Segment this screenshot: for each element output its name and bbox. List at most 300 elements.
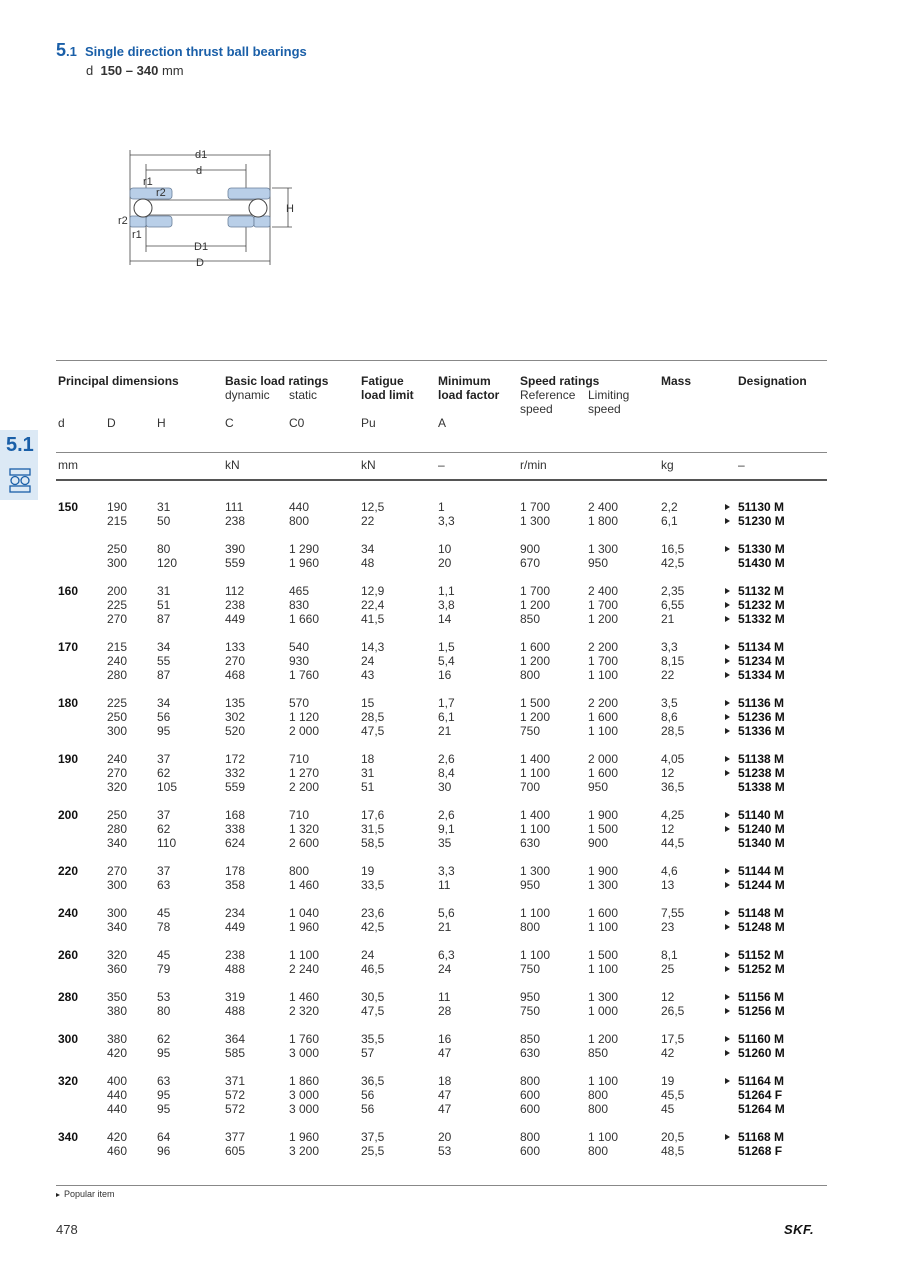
cell-h: 51 xyxy=(157,598,171,612)
cell-c: 449 xyxy=(225,612,246,626)
cell-ref: 1 300 xyxy=(520,864,551,878)
cell-a: 6,3 xyxy=(438,948,455,962)
hdr-mass: Mass xyxy=(661,374,692,388)
bore-diameter: 160 xyxy=(58,584,79,598)
cell-lim: 1 100 xyxy=(588,1130,619,1144)
cell-c: 364 xyxy=(225,1032,246,1046)
hdr-basic-load-ratings: Basic load ratings xyxy=(225,374,329,388)
popular-item-icon xyxy=(725,714,730,720)
cell-d: 200 xyxy=(107,584,128,598)
cell-h: 63 xyxy=(157,878,171,892)
unit-kg: kg xyxy=(661,458,674,472)
cell-h: 95 xyxy=(157,1046,171,1060)
popular-item-icon xyxy=(725,812,730,818)
cell-c: 449 xyxy=(225,920,246,934)
cell-c0: 1 960 xyxy=(289,1130,320,1144)
designation: 51260 M xyxy=(738,1046,785,1060)
cell-pu: 37,5 xyxy=(361,1130,385,1144)
bore-diameter: 280 xyxy=(58,990,79,1004)
cell-lim: 1 600 xyxy=(588,766,619,780)
cell-c0: 710 xyxy=(289,808,310,822)
bore-diameter: 180 xyxy=(58,696,79,710)
cell-h: 31 xyxy=(157,584,171,598)
cell-a: 3,3 xyxy=(438,514,455,528)
cell-mass: 26,5 xyxy=(661,1004,685,1018)
cell-lim: 1 100 xyxy=(588,724,619,738)
cell-mass: 8,6 xyxy=(661,710,678,724)
popular-item-icon xyxy=(725,518,730,524)
cell-d: 420 xyxy=(107,1130,128,1144)
cell-c: 270 xyxy=(225,654,246,668)
cell-d: 300 xyxy=(107,878,128,892)
cell-pu: 47,5 xyxy=(361,1004,385,1018)
cell-mass: 25 xyxy=(661,962,675,976)
bore-diameter: 320 xyxy=(58,1074,79,1088)
cell-ref: 630 xyxy=(520,1046,541,1060)
cell-c: 605 xyxy=(225,1144,246,1158)
page-title: Single direction thrust ball bearings xyxy=(85,44,307,59)
cell-a: 30 xyxy=(438,780,452,794)
size-range: d 150 – 340 mm xyxy=(86,63,184,78)
popular-item-icon xyxy=(725,700,730,706)
cell-pu: 23,6 xyxy=(361,906,385,920)
hdr-designation: Designation xyxy=(738,374,807,388)
cell-a: 53 xyxy=(438,1144,452,1158)
cell-d: 340 xyxy=(107,920,128,934)
cell-lim: 850 xyxy=(588,1046,609,1060)
cell-a: 21 xyxy=(438,724,452,738)
cell-a: 5,4 xyxy=(438,654,455,668)
cell-c0: 1 960 xyxy=(289,920,320,934)
cell-c: 133 xyxy=(225,640,246,654)
popular-item-icon xyxy=(725,672,730,678)
unit-rmin: r/min xyxy=(520,458,547,472)
cell-ref: 1 200 xyxy=(520,598,551,612)
cell-d: 400 xyxy=(107,1074,128,1088)
cell-h: 95 xyxy=(157,1088,171,1102)
cell-pu: 30,5 xyxy=(361,990,385,1004)
cell-c: 468 xyxy=(225,668,246,682)
chapter-side-tab xyxy=(0,430,38,500)
designation: 51156 M xyxy=(738,990,785,1004)
cell-ref: 800 xyxy=(520,920,541,934)
cell-pu: 47,5 xyxy=(361,724,385,738)
cell-ref: 1 100 xyxy=(520,906,551,920)
cell-a: 21 xyxy=(438,920,452,934)
cell-ref: 800 xyxy=(520,1130,541,1144)
popular-item-icon xyxy=(725,1036,730,1042)
cell-c: 302 xyxy=(225,710,246,724)
cell-pu: 17,6 xyxy=(361,808,385,822)
cell-lim: 1 900 xyxy=(588,864,619,878)
cell-d: 300 xyxy=(107,906,128,920)
cell-lim: 1 200 xyxy=(588,612,619,626)
cell-mass: 36,5 xyxy=(661,780,685,794)
cell-c: 112 xyxy=(225,584,245,598)
cell-h: 37 xyxy=(157,808,171,822)
cell-pu: 31 xyxy=(361,766,375,780)
popular-item-icon xyxy=(725,1078,730,1084)
cell-a: 6,1 xyxy=(438,710,455,724)
cell-ref: 800 xyxy=(520,1074,541,1088)
cell-d: 280 xyxy=(107,668,128,682)
cell-pu: 41,5 xyxy=(361,612,385,626)
sym-H: H xyxy=(157,416,166,430)
cell-lim: 2 400 xyxy=(588,584,619,598)
cell-c0: 1 100 xyxy=(289,948,320,962)
cell-lim: 1 500 xyxy=(588,948,619,962)
cell-c0: 710 xyxy=(289,752,310,766)
cell-ref: 850 xyxy=(520,1032,541,1046)
designation: 51232 M xyxy=(738,598,785,612)
cell-c0: 2 240 xyxy=(289,962,320,976)
cell-c0: 3 000 xyxy=(289,1088,320,1102)
cell-c0: 2 200 xyxy=(289,780,320,794)
cell-c: 172 xyxy=(225,752,246,766)
unit-dash-factor: – xyxy=(438,458,445,472)
cell-h: 34 xyxy=(157,696,171,710)
cell-mass: 3,3 xyxy=(661,640,678,654)
unit-mm: mm xyxy=(58,458,78,472)
cell-d: 270 xyxy=(107,612,128,626)
page-number: 478 xyxy=(56,1222,78,1237)
bore-diameter: 340 xyxy=(58,1130,79,1144)
cell-pu: 43 xyxy=(361,668,375,682)
cell-lim: 1 300 xyxy=(588,990,619,1004)
cell-lim: 1 700 xyxy=(588,654,619,668)
cell-lim: 1 100 xyxy=(588,920,619,934)
cell-a: 1,5 xyxy=(438,640,455,654)
cell-pu: 22 xyxy=(361,514,375,528)
popular-item-icon xyxy=(725,602,730,608)
cell-d: 380 xyxy=(107,1004,128,1018)
cell-pu: 22,4 xyxy=(361,598,385,612)
cell-a: 2,6 xyxy=(438,808,455,822)
cell-lim: 1 700 xyxy=(588,598,619,612)
sym-C: C xyxy=(225,416,234,430)
popular-item-icon xyxy=(725,882,730,888)
cell-c: 624 xyxy=(225,836,246,850)
cell-a: 3,3 xyxy=(438,864,455,878)
cell-mass: 4,05 xyxy=(661,752,685,766)
cell-lim: 2 000 xyxy=(588,752,619,766)
cell-lim: 2 400 xyxy=(588,500,619,514)
designation: 51236 M xyxy=(738,710,785,724)
cell-lim: 950 xyxy=(588,780,609,794)
bearing-cross-section-diagram xyxy=(110,140,310,275)
cell-c: 488 xyxy=(225,1004,246,1018)
designation: 51234 M xyxy=(738,654,785,668)
cell-mass: 17,5 xyxy=(661,1032,685,1046)
cell-mass: 48,5 xyxy=(661,1144,685,1158)
cell-d: 250 xyxy=(107,542,128,556)
cell-c0: 1 460 xyxy=(289,990,320,1004)
cell-ref: 1 400 xyxy=(520,752,551,766)
cell-mass: 4,6 xyxy=(661,864,678,878)
cell-d: 240 xyxy=(107,654,128,668)
cell-h: 50 xyxy=(157,514,171,528)
cell-mass: 3,5 xyxy=(661,696,678,710)
cell-pu: 28,5 xyxy=(361,710,385,724)
cell-mass: 8,15 xyxy=(661,654,685,668)
popular-item-icon xyxy=(725,1050,730,1056)
designation: 51130 M xyxy=(738,500,785,514)
cell-h: 34 xyxy=(157,640,171,654)
label-d1: d1 xyxy=(195,149,208,161)
cell-d: 215 xyxy=(107,514,128,528)
unit-kN-load: kN xyxy=(225,458,240,472)
designation: 51334 M xyxy=(738,668,785,682)
cell-h: 37 xyxy=(157,864,171,878)
cell-h: 62 xyxy=(157,822,171,836)
label-r1-bottom: r1 xyxy=(132,229,142,241)
designation: 51268 F xyxy=(738,1144,783,1158)
cell-ref: 750 xyxy=(520,1004,541,1018)
cell-c: 559 xyxy=(225,780,246,794)
cell-d: 190 xyxy=(107,500,128,514)
cell-a: 2,6 xyxy=(438,752,455,766)
cell-a: 9,1 xyxy=(438,822,455,836)
cell-c: 488 xyxy=(225,962,246,976)
label-r2-side: r2 xyxy=(118,215,128,227)
cell-d: 250 xyxy=(107,710,128,724)
cell-a: 1,1 xyxy=(438,584,455,598)
cell-pu: 14,3 xyxy=(361,640,385,654)
cell-ref: 1 600 xyxy=(520,640,551,654)
cell-h: 31 xyxy=(157,500,171,514)
cell-c0: 540 xyxy=(289,640,310,654)
cell-d: 280 xyxy=(107,822,128,836)
cell-c: 332 xyxy=(225,766,246,780)
popular-item-icon xyxy=(725,826,730,832)
cell-pu: 33,5 xyxy=(361,878,385,892)
cell-c0: 1 320 xyxy=(289,822,320,836)
cell-mass: 42 xyxy=(661,1046,675,1060)
designation: 51238 M xyxy=(738,766,785,780)
cell-mass: 13 xyxy=(661,878,675,892)
cell-h: 110 xyxy=(157,836,177,850)
side-tab-label: 5.1 xyxy=(6,434,34,456)
units-bottom-rule xyxy=(56,479,827,481)
cell-d: 270 xyxy=(107,864,128,878)
cell-a: 16 xyxy=(438,1032,452,1046)
cell-c: 238 xyxy=(225,948,246,962)
cell-ref: 600 xyxy=(520,1088,541,1102)
cell-a: 14 xyxy=(438,612,452,626)
cell-lim: 1 200 xyxy=(588,1032,619,1046)
cell-a: 28 xyxy=(438,1004,452,1018)
cell-c0: 1 660 xyxy=(289,612,320,626)
cell-ref: 1 200 xyxy=(520,654,551,668)
cell-c: 135 xyxy=(225,696,246,710)
cell-ref: 1 100 xyxy=(520,948,551,962)
cell-c: 572 xyxy=(225,1088,246,1102)
cell-a: 20 xyxy=(438,1130,452,1144)
cell-mass: 2,35 xyxy=(661,584,685,598)
cell-d: 320 xyxy=(107,780,128,794)
hdr-limiting: Limiting xyxy=(588,388,630,402)
designation: 51332 M xyxy=(738,612,785,626)
cell-a: 47 xyxy=(438,1046,452,1060)
designation: 51340 M xyxy=(738,836,785,850)
cell-pu: 31,5 xyxy=(361,822,385,836)
cell-d: 440 xyxy=(107,1088,128,1102)
cell-h: 55 xyxy=(157,654,171,668)
sym-d: d xyxy=(58,416,65,430)
cell-h: 95 xyxy=(157,1102,171,1116)
cell-h: 96 xyxy=(157,1144,171,1158)
hdr-reference: Reference xyxy=(520,388,576,402)
cell-ref: 1 700 xyxy=(520,500,551,514)
popular-item-icon xyxy=(725,1008,730,1014)
cell-d: 320 xyxy=(107,948,128,962)
popular-item-icon xyxy=(725,868,730,874)
cell-mass: 45,5 xyxy=(661,1088,685,1102)
designation: 51164 M xyxy=(738,1074,785,1088)
cell-pu: 56 xyxy=(361,1088,375,1102)
bore-diameter: 190 xyxy=(58,752,79,766)
cell-mass: 6,1 xyxy=(661,514,678,528)
popular-item-icon xyxy=(725,658,730,664)
popular-item-icon xyxy=(725,966,730,972)
cell-c: 111 xyxy=(225,500,244,514)
cell-mass: 28,5 xyxy=(661,724,685,738)
cell-d: 215 xyxy=(107,640,128,654)
cell-mass: 44,5 xyxy=(661,836,685,850)
cell-h: 80 xyxy=(157,1004,171,1018)
cell-c0: 3 200 xyxy=(289,1144,320,1158)
cell-h: 87 xyxy=(157,668,171,682)
cell-lim: 800 xyxy=(588,1144,609,1158)
cell-a: 47 xyxy=(438,1102,452,1116)
cell-h: 79 xyxy=(157,962,171,976)
popular-item-icon xyxy=(725,588,730,594)
cell-d: 300 xyxy=(107,556,128,570)
cell-pu: 12,9 xyxy=(361,584,385,598)
hdr-limiting-speed: speed xyxy=(588,402,621,416)
cell-pu: 18 xyxy=(361,752,375,766)
designation: 51140 M xyxy=(738,808,785,822)
designation: 51336 M xyxy=(738,724,785,738)
popular-item-icon xyxy=(725,644,730,650)
cell-d: 420 xyxy=(107,1046,128,1060)
cell-pu: 51 xyxy=(361,780,375,794)
cell-ref: 750 xyxy=(520,724,541,738)
cell-lim: 1 100 xyxy=(588,668,619,682)
cell-ref: 800 xyxy=(520,668,541,682)
cell-a: 1,7 xyxy=(438,696,455,710)
cell-a: 1 xyxy=(438,500,445,514)
sym-A: A xyxy=(438,416,447,430)
cell-h: 45 xyxy=(157,906,171,920)
cell-h: 78 xyxy=(157,920,171,934)
skf-logo: SKF. xyxy=(784,1222,815,1237)
cell-c: 338 xyxy=(225,822,246,836)
designation: 51338 M xyxy=(738,780,785,794)
cell-d: 350 xyxy=(107,990,128,1004)
cell-ref: 950 xyxy=(520,878,541,892)
cell-pu: 12,5 xyxy=(361,500,385,514)
cell-pu: 15 xyxy=(361,696,375,710)
bore-diameter: 300 xyxy=(58,1032,79,1046)
cell-mass: 8,1 xyxy=(661,948,678,962)
cell-h: 80 xyxy=(157,542,171,556)
units-top-rule xyxy=(56,452,827,453)
cell-c0: 1 270 xyxy=(289,766,320,780)
cell-d: 460 xyxy=(107,1144,128,1158)
cell-pu: 35,5 xyxy=(361,1032,385,1046)
cell-h: 56 xyxy=(157,710,171,724)
cell-c: 234 xyxy=(225,906,246,920)
bore-diameter: 150 xyxy=(58,500,79,514)
popular-item-icon xyxy=(725,770,730,776)
cell-c0: 1 760 xyxy=(289,1032,320,1046)
cell-ref: 750 xyxy=(520,962,541,976)
popular-item-legend: Popular item xyxy=(56,1189,115,1199)
cell-c: 520 xyxy=(225,724,246,738)
popular-item-icon xyxy=(725,616,730,622)
cell-h: 120 xyxy=(157,556,178,570)
hdr-dynamic: dynamic xyxy=(225,388,270,402)
designation: 51160 M xyxy=(738,1032,785,1046)
cell-mass: 23 xyxy=(661,920,675,934)
designation: 51248 M xyxy=(738,920,785,934)
label-D1: D1 xyxy=(194,241,209,253)
bore-diameter: 240 xyxy=(58,906,79,920)
cell-pu: 24 xyxy=(361,654,375,668)
sym-D: D xyxy=(107,416,116,430)
cell-a: 5,6 xyxy=(438,906,455,920)
cell-pu: 48 xyxy=(361,556,375,570)
cell-h: 95 xyxy=(157,724,171,738)
cell-d: 240 xyxy=(107,752,128,766)
cell-a: 3,8 xyxy=(438,598,455,612)
cell-pu: 57 xyxy=(361,1046,375,1060)
cell-c: 377 xyxy=(225,1130,246,1144)
cell-ref: 1 500 xyxy=(520,696,551,710)
cell-h: 53 xyxy=(157,990,171,1004)
sym-C0: C0 xyxy=(289,416,305,430)
cell-ref: 700 xyxy=(520,780,541,794)
popular-item-icon xyxy=(725,1134,730,1140)
cell-d: 270 xyxy=(107,766,128,780)
popular-item-icon xyxy=(725,504,730,510)
cell-c: 358 xyxy=(225,878,246,892)
cell-mass: 42,5 xyxy=(661,556,685,570)
designation: 51430 M xyxy=(738,556,785,570)
cell-lim: 900 xyxy=(588,836,609,850)
cell-c0: 800 xyxy=(289,514,310,528)
cell-c0: 1 760 xyxy=(289,668,320,682)
popular-item-icon xyxy=(725,546,730,552)
cell-c: 585 xyxy=(225,1046,246,1060)
cell-h: 62 xyxy=(157,1032,171,1046)
cell-c0: 1 460 xyxy=(289,878,320,892)
designation: 51244 M xyxy=(738,878,785,892)
cell-h: 45 xyxy=(157,948,171,962)
cell-mass: 20,5 xyxy=(661,1130,685,1144)
designation: 51148 M xyxy=(738,906,785,920)
cell-mass: 21 xyxy=(661,612,675,626)
cell-c: 572 xyxy=(225,1102,246,1116)
cell-c0: 930 xyxy=(289,654,310,668)
cell-ref: 670 xyxy=(520,556,541,570)
cell-c: 178 xyxy=(225,864,246,878)
cell-ref: 850 xyxy=(520,612,541,626)
cell-mass: 16,5 xyxy=(661,542,685,556)
bore-diameter: 260 xyxy=(58,948,79,962)
label-r2-top: r2 xyxy=(156,187,166,199)
